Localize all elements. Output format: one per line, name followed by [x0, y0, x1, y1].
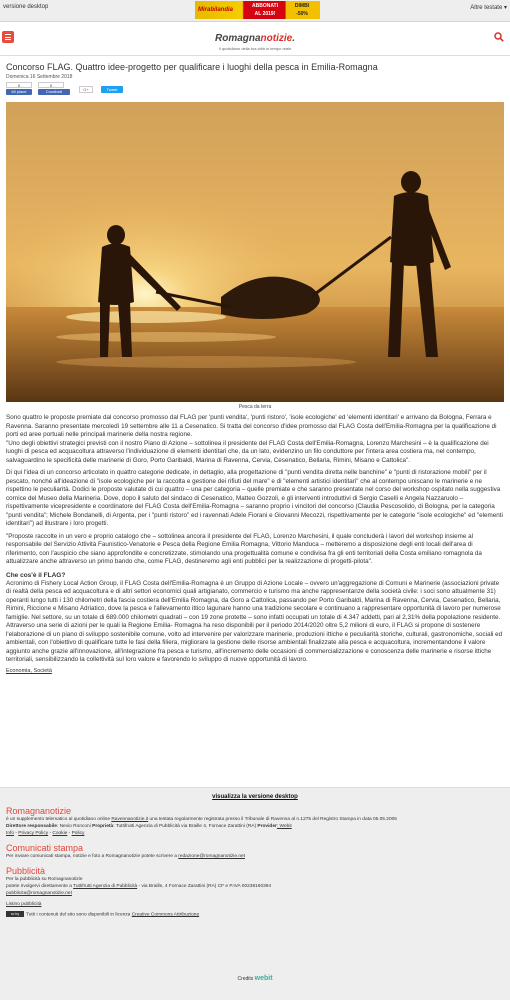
ad-text-2: DIMBI -50% — [294, 3, 310, 17]
article — [0, 62, 510, 674]
creative-commons-icon: cc by — [6, 911, 24, 917]
ad-brand: Mirabilandia — [198, 7, 234, 13]
tagline: Il quotidiano della tua città in tempo reale — [218, 46, 292, 51]
pubblicita-email-link[interactable]: pubblicita@romagnanotizie.net — [6, 891, 72, 896]
fb-share[interactable]: 0 Condividi — [38, 82, 70, 95]
share-bar — [6, 82, 504, 99]
footer-text: Direttore responsabile: Nevio Ronconi Proprietà: Tuttifrutti Agenzia di Pubblicità via Braille 4, Fornace Zarattini (RA) Provider: Webit — [6, 824, 292, 829]
paragraph: Di qui l'idea di un concorso articolato in quattro categorie dedicate, in dettaglio, alla progettazione di "punti vendita diretta nelle banchine" e "punti di ristorazione mobili" per il pescato, nonché all'ideazione di "isole ecologiche per la raccolta e gestione dei rifiuti del mare" e di "elementi artistici identitari" che al contempo uniscano le marinerie e ne rispettino le peculiarità. Dodici le proposte valutate di cui quattro – una per categoria – quelle premiate e che saranno presentate nel corso del workshop ospitato nella suggestiva cornice del Museo della Marineria. Dove, dopo il saluto del sindaco di Cesenatico, Matteo Gozzoli, e gli interventi introduttivi di Sergio Caselli e Angela Nazzaruolo – rispettivamente vicepresidente e coordinatore del FLAG Costa dell'Emilia-Romagna – saranno proprio i vincitori del concorso (Claudia Pescosolido, di Bologna, per la categoria "punti vendita"; Michele Bondanelli, di Argenta, per i "punti ristoro" ed i ravennati Adele Fiorani e Giovanni Mecozzi, rispettivamente per le categorie "isole ecologiche" ed "elementi identitari") ad illustrare i loro progetti. — [6, 469, 503, 527]
gplus-button[interactable]: G+ — [79, 86, 93, 93]
site-footer — [0, 787, 510, 1000]
article-title: Concorso FLAG. Quattro idee-progetto per qualificare i luoghi della pesca in Emilia-Romagna — [6, 62, 378, 72]
ad-banner[interactable] — [195, 1, 320, 19]
info-link[interactable]: Info — [6, 831, 15, 836]
desktop-version-link[interactable]: versione desktop — [3, 4, 49, 10]
article-date: Domenica 16 Settembre 2018 — [6, 74, 73, 80]
privacy-link[interactable]: Privacy Policy — [18, 831, 49, 836]
search-icon[interactable] — [494, 32, 504, 42]
cookie-link[interactable]: Cookie — [52, 831, 68, 836]
tag-link[interactable]: Società — [33, 667, 52, 674]
footer-text: Per inviare comunicati stampa, notizie e foto a Romagnanotizie potete scrivere a redazione@romagnanotizie.net — [6, 854, 245, 859]
paragraph: Sono quattro le proposte premiate dal concorso promosso dal FLAG per 'punti vendita', 'punti ristoro', 'isole ecologiche' ed 'elementi identitari' e arrivano da Bologna, Ferrara e Ravenna. Saranno presentate mercoledì 19 settembre alle 11 a Cesenatico. Si tratta del concorso d'idee promosso dal FLAG Costa dell'Emilia-Romagna per la qualificazione di porti ed aree portuali nelle principali marinerie della nostra regione. "Uno degli obiettivi strategici previsti con il nostro Piano di Azione – sottolinea il presidente del FLAG Costa dell'Emilia-Romagna, Lorenzo Marchesini – è la qualificazione dei luoghi di pesca ed acquacoltura attraverso l'individuazione di elementi identitari che, da un lato, evidenzino un filo conduttore per l'intera area costiera ma, nel contempo, salvaguardino le specificità delle marinerie di Goro, Porto Garibaldi, Marina di Ravenna, Cervia, Cesenatico, Bellaria, Rimini, Misano e Cattolica". — [6, 414, 497, 464]
tweet-button[interactable]: Tweet — [101, 86, 123, 93]
photo-caption: Pesca da terra — [238, 404, 272, 410]
section-heading: Che cos'è il FLAG? — [6, 571, 66, 579]
other-papers-select[interactable]: Altre testate ▾ — [470, 5, 507, 11]
cc-license-link[interactable]: Creative Commons Attribuzione — [131, 912, 200, 918]
license-text: cc by Tutti i contenuti del sito sono disponibili in licenza Creative Commons Attribuzione — [6, 911, 504, 918]
paragraph: Acronimo di Fishery Local Action Group, il FLAG Costa dell'Emilia-Romagna è un Gruppo di Azione Locale – ovvero un'aggregazione di Comuni e Marinerie (associazioni private di realtà della pesca ed acquacoltura e di altri settori economici quali artigianato, commercio e turismo ma anche rappresentanze della società civile: i soci sono attualmente 31) operanti lungo tutti i 130 chilometri della fascia costiera dell'Emilia Romagna, da Goro a Cattolica, passando per Porto Garibaldi, Marina di Ravenna, Cervia, Cesenatico, Bellaria, Rimini, Riccione e Misano Adriatico, dove la pesca e l'allevamento ittico lagunare hanno una tradizione secolare e continuano a rappresentare opportunità di lavoro per numerose famiglie. Nel settore, su un totale di 689.000 chilometri quadrati – con 19 zone protette – sono infatti occupati un totale di 4.347 addetti, pari al 2,31% della popolazione residente. Attraverso una serie di azioni per le quali la Regione Emilia- Romagna ha reso disponibili per il periodo 2014/2020 oltre 5,2 milioni di euro, il FLAG si propone di sostenere l'elaborazione di un piano di sviluppo sostenibile comune, volto ad intervenire per valorizzare marinerie, produzioni ittiche e peculiarità storiche, culturali, gastronomiche, sociali ed ambientali, con l'obiettivo di qualificare tutte le fasi della filiera, migliorare la gestione delle risorse ambientali finalizzate alla pesca e acquacoltura, incrementandone il valore aggiunto anche grazie all'innovazione, all'integrazione fra pesca e turismo, all'incremento delle occasioni di commercializzazione e conoscenza delle marinerie e risorse ittiche territoriali, sensibilizzando la collettività sul loro valore e favorendo lo sviluppo di nuove opportunità di lavoro. — [6, 579, 503, 663]
footer-heading: Pubblicità — [6, 866, 46, 876]
legal-links: Info - Privacy Policy - Cookie - Policy — [6, 831, 85, 836]
footer-heading: Romagnanotizie — [6, 806, 72, 816]
article-tags: Economia, Società — [6, 667, 52, 674]
policy-link[interactable]: Policy — [71, 831, 85, 836]
fishermen-sunset-image — [6, 102, 504, 402]
footer-text: è un supplemento telematico al quotidiano online Ravennanotizie.it una testata regolarmente registrata presso il Tribunale di Ravenna al n.1275 del Registro Stampa in data 05.05.2006 — [6, 817, 397, 822]
site-header — [0, 22, 510, 56]
ravennanotizie-link[interactable]: Ravennanotizie.it — [111, 817, 149, 822]
top-strip — [0, 0, 510, 22]
desktop-version-footer-link[interactable]: visualizza la versione desktop — [212, 794, 298, 800]
listino-link[interactable]: Listino pubblicità — [6, 902, 42, 907]
ad-text-1: ABBONATI AL 2019! — [251, 3, 278, 17]
paragraph: "Proposte raccolte in un vero e proprio catalogo che – sottolinea ancora il presidente del FLAG, Lorenzo Marchesini, il quale concluderà i lavori del workshop insieme al responsabile del Servizio Attività Faunistico-Venatorie e Pesca della Regione Emilia Romagna, Vittorio Manduca – metteremo a disposizione degli enti locali dell'area di riferimento, con l'auspicio che siano approfondite e concretizzate, stimolando una progettualità comune e condivisa fra gli enti territoriali della Costa emiliano romagnola da attualizzare anche attraverso un primo bando che, come FLAG, destineremo agli enti pubblici per la realizzazione di progetti-pilota". — [6, 532, 482, 565]
tag-link[interactable]: Economia — [6, 667, 31, 674]
article-body — [6, 414, 504, 665]
site-logo[interactable]: Romagnanotizie. Il quotidiano della tua città in tempo reale — [0, 28, 510, 51]
footer-text: Per la pubblicità su Romagnanotizie — [6, 877, 83, 882]
credits: Credits webit — [237, 975, 273, 982]
webit-logo[interactable]: webit — [254, 975, 273, 982]
tuttifrutti-link[interactable]: Tuttifrutti Agenzia di Pubblicità — [73, 884, 138, 889]
fb-like[interactable]: 0 Mi piace — [6, 82, 32, 95]
redazione-email-link[interactable]: redazione@romagnanotizie.net — [178, 854, 245, 859]
footer-heading: Comunicati stampa — [6, 843, 84, 853]
footer-text: potete rivolgervi direttamente a Tuttifrutti Agenzia di Pubblicità - via Braille, 4 Fornace Zarattini (RA) CF e P.IVA 00238160394 — [6, 884, 272, 889]
article-photo — [6, 102, 504, 402]
